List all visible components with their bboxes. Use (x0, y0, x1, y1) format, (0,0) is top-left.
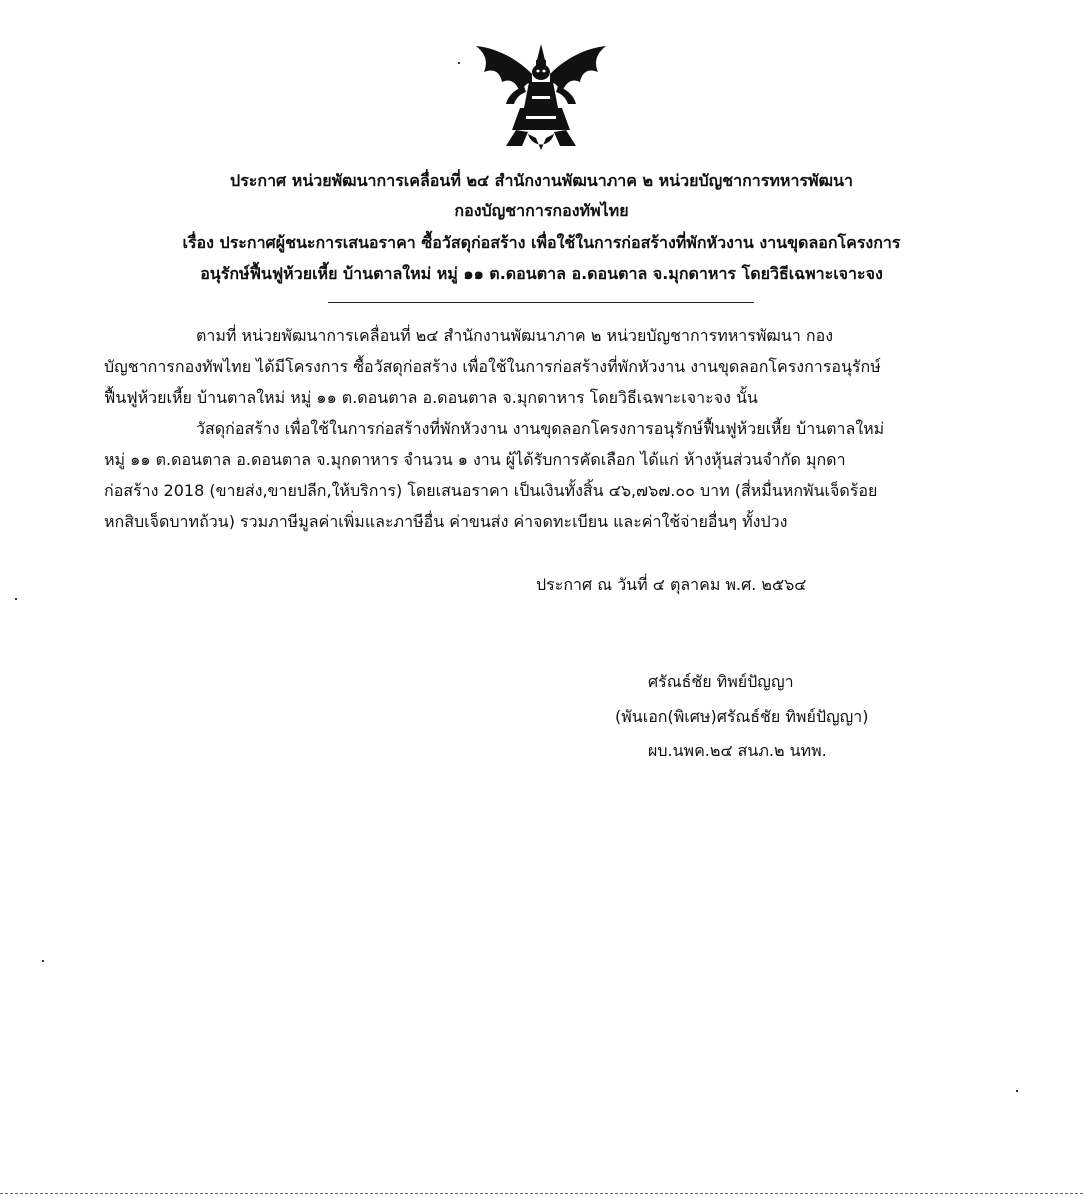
paragraph1-line1: ตามที่ หน่วยพัฒนาการเคลื่อนที่ ๒๔ สำนักงานพัฒนาภาค ๒ หน่วยบัญชาการทหารพัฒนา กอง (196, 326, 833, 345)
signatory-position: ผบ.นพค.๒๔ สนภ.๒ นทพ. (648, 741, 827, 760)
announcement-title: ประกาศ หน่วยพัฒนาการเคลื่อนที่ ๒๔ สำนักงานพัฒนาภาค ๒ หน่วยบัญชาการทหารพัฒนา (230, 171, 853, 190)
announcement-title-line2: กองบัญชาการกองทัพไทย (454, 201, 629, 220)
paragraph1-line2: บัญชาการกองทัพไทย ได้มีโครงการ ซื้อวัสดุก่อสร้าง เพื่อใช้ในการก่อสร้างที่พักหัวงาน งานขุดลอกโครงการอนุรักษ์ (104, 357, 881, 376)
scan-edge-line (0, 1193, 1083, 1194)
announcement-subject: เรื่อง ประกาศผู้ชนะการเสนอราคา ซื้อวัสดุก่อสร้าง เพื่อใช้ในการก่อสร้างที่พักหัวงาน งานขุดลอกโครงการ (182, 233, 901, 252)
signatory-full-name: (พันเอก(พิเศษ)ศรัณธ์ชัย ทิพย์ปัญญา) (615, 707, 869, 726)
scan-speck (42, 960, 44, 962)
garuda-emblem-icon (466, 38, 616, 156)
announcement-date: ประกาศ ณ วันที่ ๔ ตุลาคม พ.ศ. ๒๕๖๔ (536, 575, 807, 594)
announcement-subject-line2: อนุรักษ์ฟื้นฟูห้วยเหี้ย บ้านตาลใหม่ หมู่ ๑๑ ต.ดอนตาล อ.ดอนตาล จ.มุกดาหาร โดยวิธีเฉพาะเจาะจง (200, 264, 883, 283)
scan-speck (1016, 1090, 1018, 1092)
paragraph1-line3: ฟื้นฟูห้วยเหี้ย บ้านตาลใหม่ หมู่ ๑๑ ต.ดอนตาล อ.ดอนตาล จ.มุกดาหาร โดยวิธีเฉพาะเจาะจง นั้น (104, 388, 758, 407)
signature-name: ศรัณธ์ชัย ทิพย์ปัญญา (648, 672, 794, 691)
paragraph2-line3: ก่อสร้าง 2018 (ขายส่ง,ขายปลีก,ให้บริการ) โดยเสนอราคา เป็นเงินทั้งสิ้น ๔๖,๗๖๗.๐๐ บาท (สี่หมื่นหกพันเจ็ดร้อย (104, 481, 878, 500)
divider (328, 302, 754, 303)
paragraph2-line1: วัสดุก่อสร้าง เพื่อใช้ในการก่อสร้างที่พักหัวงาน งานขุดลอกโครงการอนุรักษ์ฟื้นฟูห้วยเหี้ย บ้านตาลใหม่ (196, 419, 885, 438)
scan-speck (15, 598, 17, 600)
paragraph2-line4: หกสิบเจ็ดบาทถ้วน) รวมภาษีมูลค่าเพิ่มและภาษีอื่น ค่าขนส่ง ค่าจดทะเบียน และค่าใช้จ่ายอื่นๆ ทั้งปวง (104, 512, 788, 531)
scan-speck (458, 62, 460, 64)
paragraph2-line2: หมู่ ๑๑ ต.ดอนตาล อ.ดอนตาล จ.มุกดาหาร จำนวน ๑ งาน ผู้ได้รับการคัดเลือก ได้แก่ ห้างหุ้นส่วนจำกัด มุกดา (104, 450, 846, 469)
